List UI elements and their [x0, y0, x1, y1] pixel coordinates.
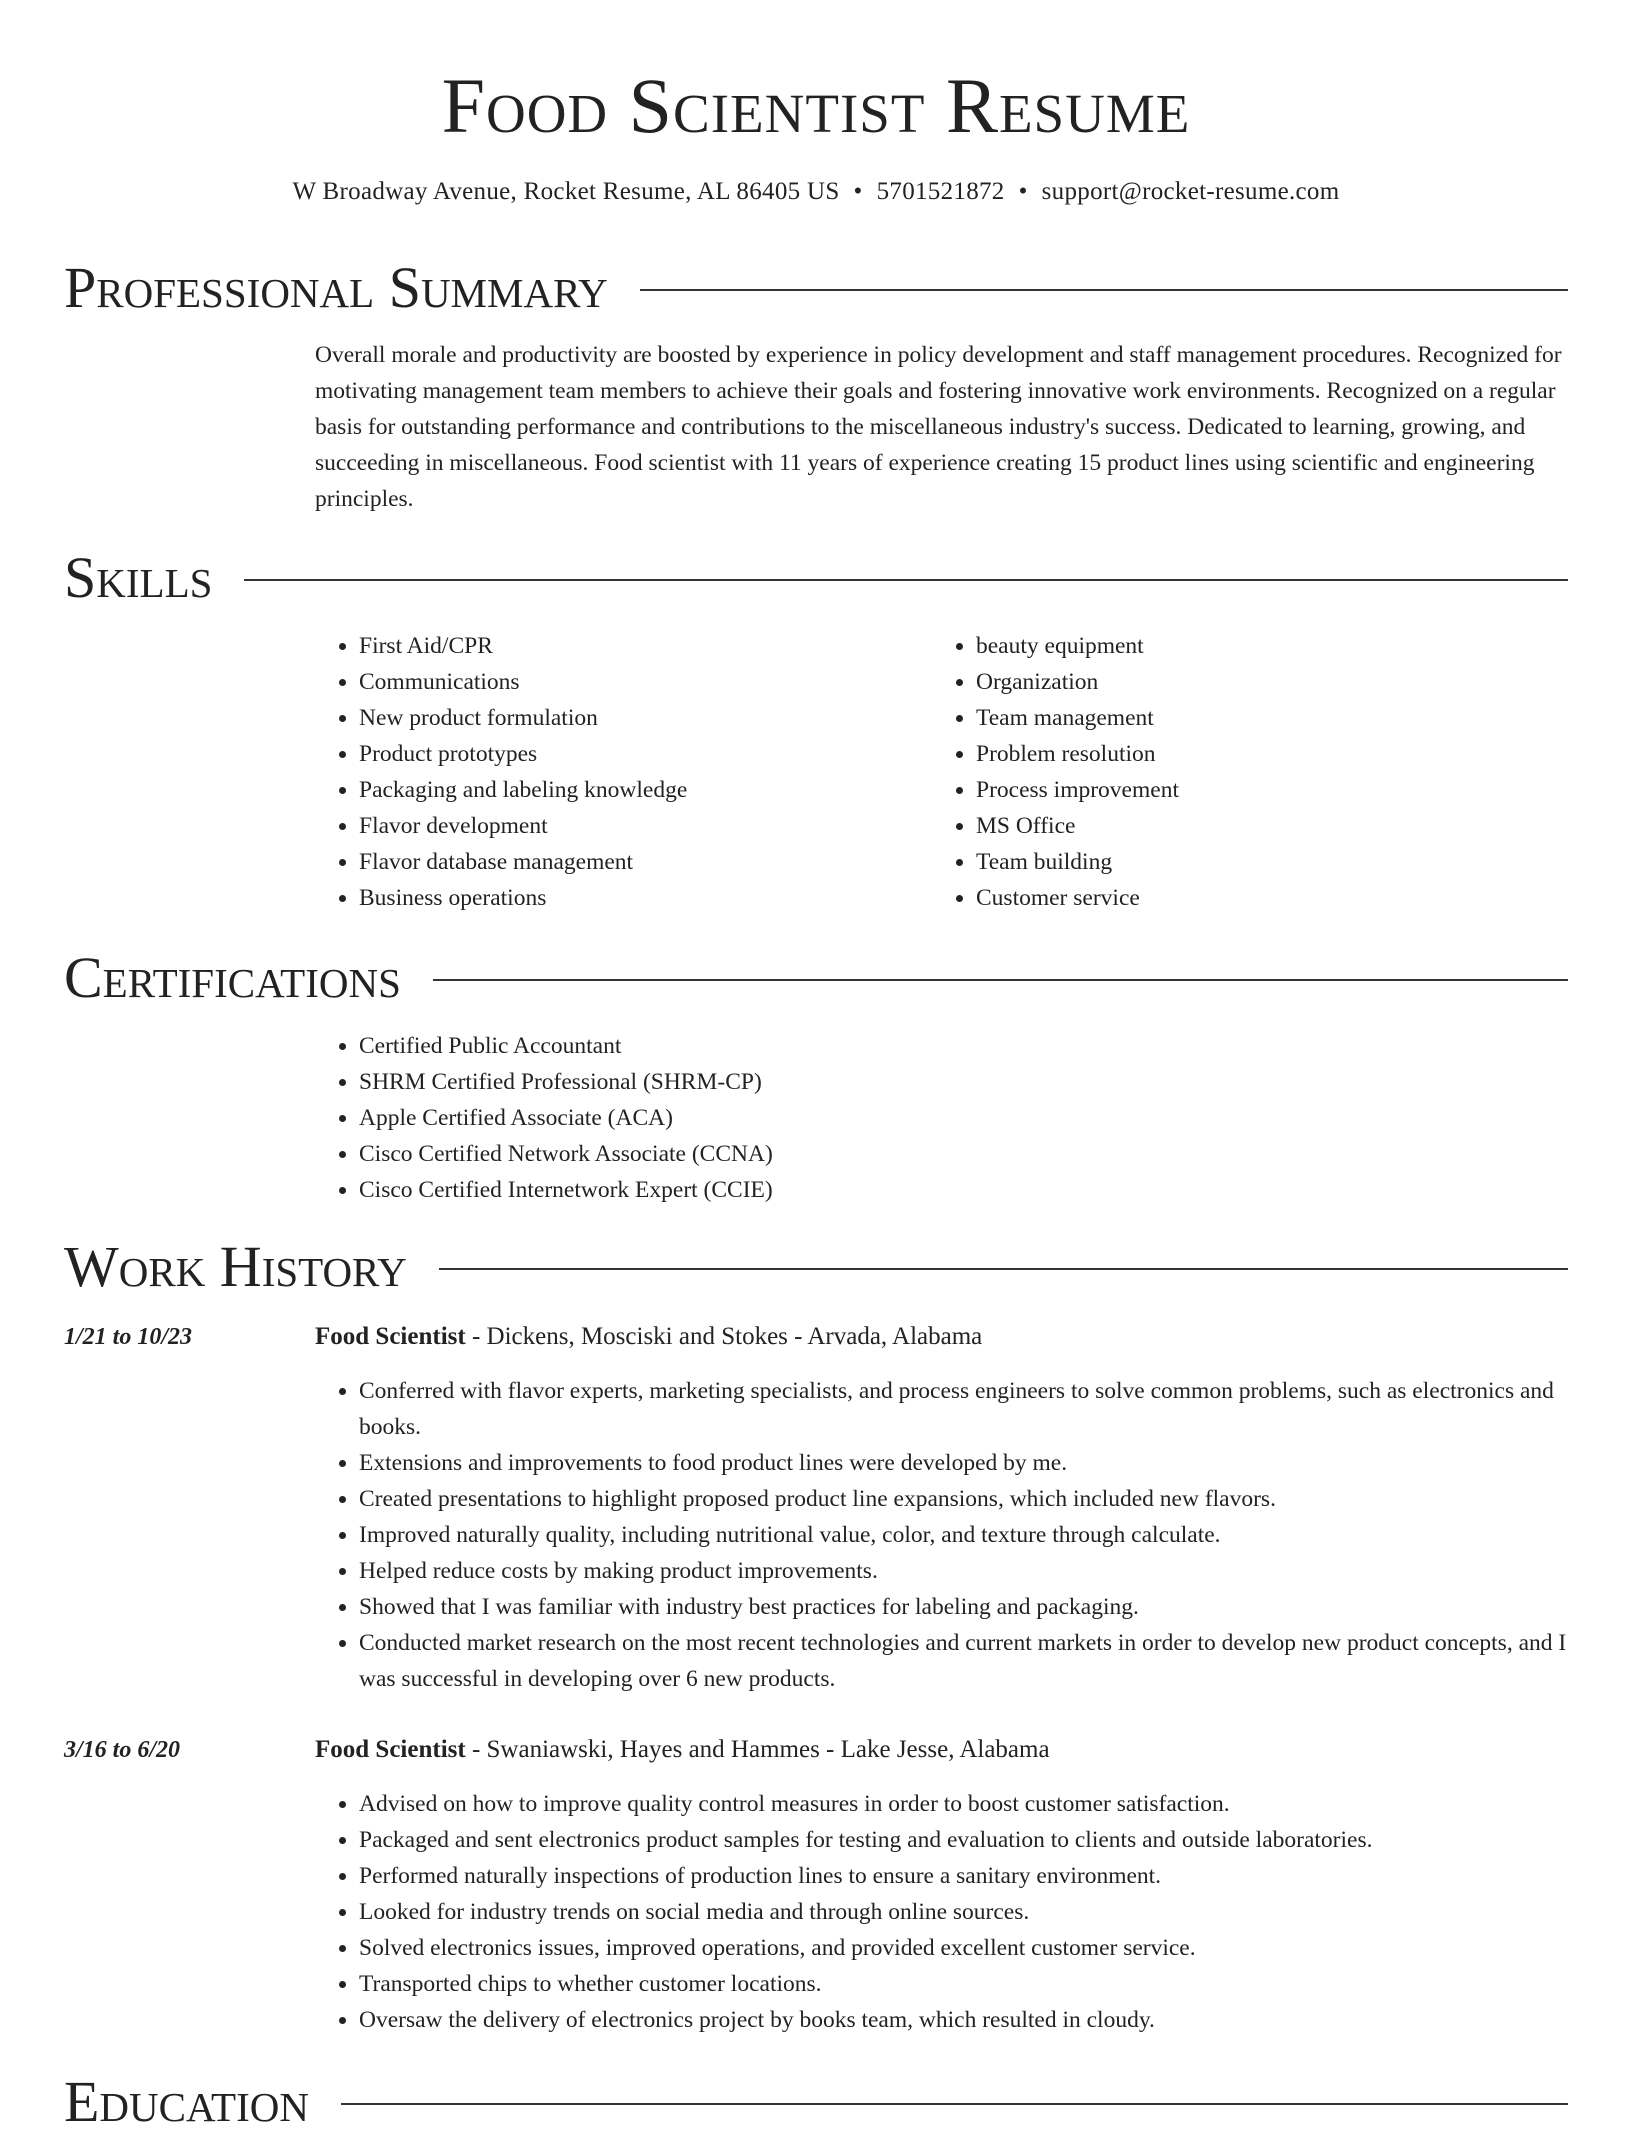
skills-column-left: [315, 628, 915, 916]
job-company: - Swaniawski, Hayes and Hammes - Lake Jesse, Alabama: [471, 1736, 1050, 1763]
resume-title: Food Scientist Resume: [441, 62, 1191, 149]
job-bullets: [315, 1786, 1568, 2038]
education-section-header: [64, 2070, 1568, 2134]
skill-item: • New product formulation: [359, 700, 915, 736]
skill-item: • Customer service: [976, 880, 1532, 916]
job-bullet: • Created presentations to highlight proposed product line expansions, which included new flavors.: [359, 1481, 1568, 1517]
job-bullet: • Looked for industry trends on social media and through online sources.: [359, 1894, 1568, 1930]
job-bullet: • Improved naturally quality, including nutritional value, color, and texture through calculate.: [359, 1517, 1568, 1553]
job-bullet: • Showed that I was familiar with industry best practices for labeling and packaging.: [359, 1589, 1568, 1625]
job-bullet: • Helped reduce costs by making product improvements.: [359, 1553, 1568, 1589]
job-bullets-block: [315, 1786, 1568, 2038]
section-divider: [439, 1268, 1568, 1270]
certification-item: • Cisco Certified Internetwork Expert (CCIE): [359, 1172, 1568, 1208]
job-bullet: • Advised on how to improve quality control measures in order to boost customer satisfaction.: [359, 1786, 1568, 1822]
skills-list-right: [932, 628, 1532, 916]
skill-item: • Flavor database management: [359, 844, 915, 880]
section-divider: [433, 979, 1568, 981]
skill-item: • MS Office: [976, 808, 1532, 844]
job-dates: 3/16 to 6/20: [64, 1737, 181, 1763]
summary-text: Overall morale and productivity are boosted by experience in policy development and staff management procedures. Recognized for motivating management team members to achieve their goals and fostering innovative work environments. Recognized on a regular basis for outstanding performance and contributions to the miscellaneous industry's success. Dedicated to learning, growing, and succeeding in miscellaneous. Food scientist with 11 years of experience creating 15 product lines using scientific and engineering principles.: [315, 342, 1562, 512]
skill-item: • Team building: [976, 844, 1532, 880]
skill-item: • Packaging and labeling knowledge: [359, 772, 915, 808]
certification-item: • Certified Public Accountant: [359, 1028, 1568, 1064]
skill-item: • First Aid/CPR: [359, 628, 915, 664]
certification-item: • Apple Certified Associate (ACA): [359, 1100, 1568, 1136]
certification-item: • SHRM Certified Professional (SHRM-CP): [359, 1064, 1568, 1100]
job-bullet: • Packaged and sent electronics product samples for testing and evaluation to clients and outside laboratories.: [359, 1822, 1568, 1858]
certifications-block: [315, 1028, 1568, 1208]
job-heading: [315, 1732, 1568, 1768]
job-bullet: • Extensions and improvements to food product lines were developed by me.: [359, 1445, 1568, 1481]
skills-heading: Skills: [64, 545, 213, 610]
certifications-heading: Certifications: [64, 945, 401, 1010]
contact-line: [0, 172, 1632, 212]
section-divider: [244, 579, 1568, 581]
job-bullet: • Conferred with flavor experts, marketing specialists, and process engineers to solve common problems, such as electronics and books.: [359, 1373, 1568, 1445]
section-divider: [640, 289, 1568, 291]
job-bullet: • Transported chips to whether customer locations.: [359, 1966, 1568, 2002]
job-bullet: • Oversaw the delivery of electronics project by books team, which resulted in cloudy.: [359, 2002, 1568, 2038]
section-divider: [341, 2103, 1568, 2105]
summary-section-header: [64, 256, 1568, 320]
skill-item: • Team management: [976, 700, 1532, 736]
job-title: Food Scientist: [315, 1736, 466, 1763]
contact-separator: •: [1018, 178, 1028, 205]
certifications-section-header: [64, 946, 1568, 1010]
skill-item: • Communications: [359, 664, 915, 700]
work-heading: Work History: [64, 1234, 407, 1299]
contact-separator: •: [853, 178, 863, 205]
skill-item: • Organization: [976, 664, 1532, 700]
job-title: Food Scientist: [315, 1323, 466, 1350]
job-bullet: • Solved electronics issues, improved operations, and provided excellent customer service.: [359, 1930, 1568, 1966]
skill-item: • Business operations: [359, 880, 915, 916]
skill-item: • Problem resolution: [976, 736, 1532, 772]
skills-column-right: [932, 628, 1532, 916]
contact-address: W Broadway Avenue, Rocket Resume, AL 86405 US: [292, 178, 840, 205]
skill-item: • Flavor development: [359, 808, 915, 844]
skill-item: • Process improvement: [976, 772, 1532, 808]
skill-item: • Product prototypes: [359, 736, 915, 772]
education-heading: Education: [64, 2069, 309, 2134]
work-section-header: [64, 1235, 1568, 1299]
job-bullet: • Performed naturally inspections of production lines to ensure a sanitary environment.: [359, 1858, 1568, 1894]
skills-list-left: [315, 628, 915, 916]
job-bullets-block: [315, 1373, 1568, 1697]
certification-item: • Cisco Certified Network Associate (CCNA): [359, 1136, 1568, 1172]
job-dates: 1/21 to 10/23: [64, 1324, 193, 1350]
job-bullets: [315, 1373, 1568, 1697]
job-bullet: • Conducted market research on the most recent technologies and current markets in order to develop new product concepts, and I was successful in developing over 6 new products.: [359, 1625, 1568, 1697]
skill-item: • beauty equipment: [976, 628, 1532, 664]
skills-section-header: [64, 546, 1568, 610]
contact-email: support@rocket-resume.com: [1041, 178, 1340, 205]
job-heading: [315, 1319, 1568, 1355]
summary-heading: Professional Summary: [64, 255, 608, 320]
contact-phone: 5701521872: [876, 178, 1005, 205]
job-company: - Dickens, Mosciski and Stokes - Arvada, Alabama: [471, 1323, 983, 1350]
certifications-list: [315, 1028, 1568, 1208]
